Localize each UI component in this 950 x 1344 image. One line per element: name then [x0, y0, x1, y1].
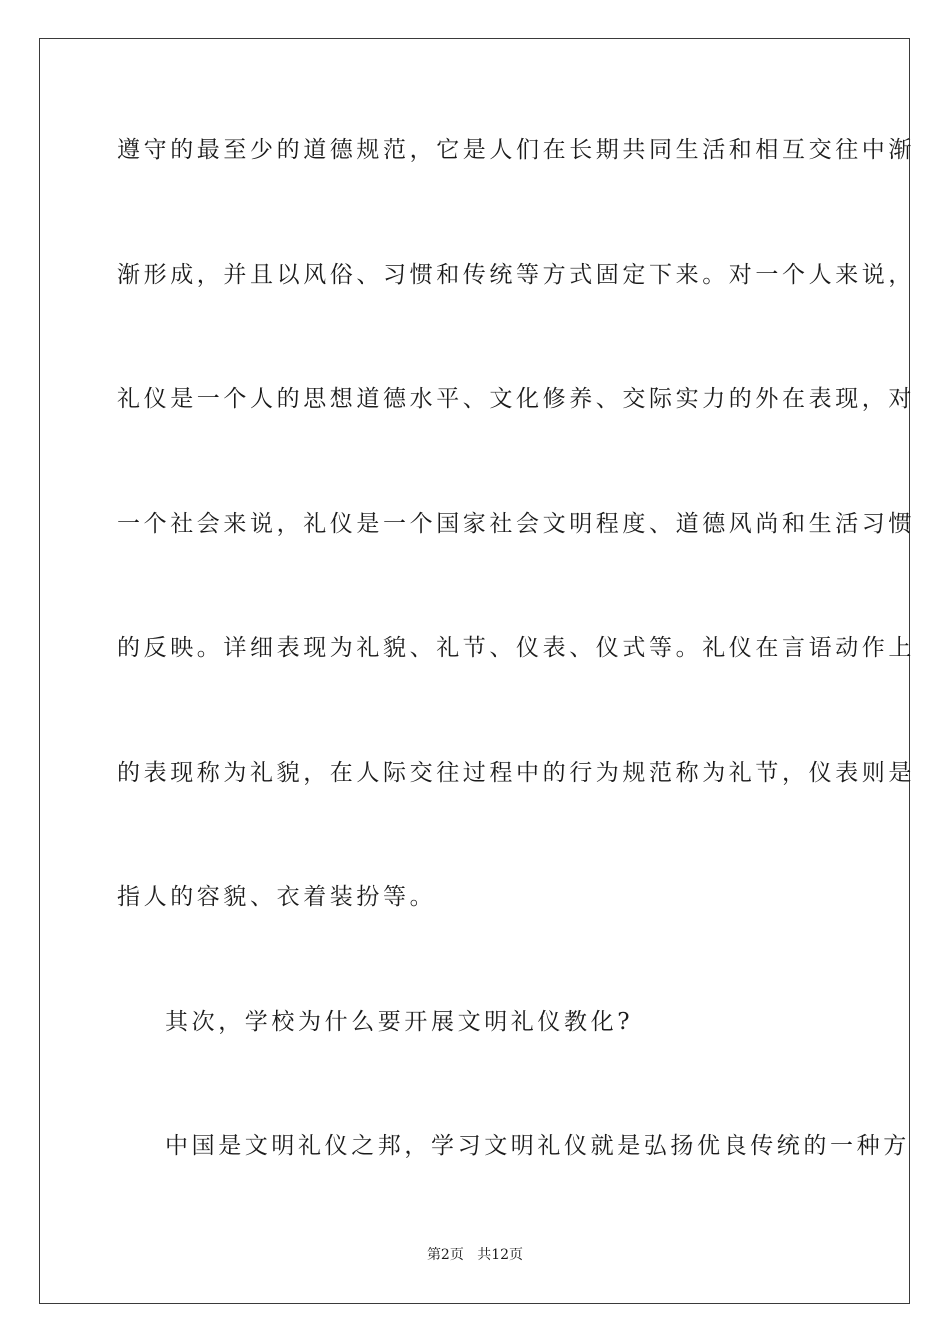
body-line-5: 的反映。详细表现为礼貌、礼节、仪表、仪式等。礼仪在言语动作上 — [117, 635, 915, 661]
paragraph-start-line: 中国是文明礼仪之邦，学习文明礼仪就是弘扬优良传统的一种方 — [165, 1133, 910, 1159]
body-line-2: 渐形成，并且以风俗、习惯和传统等方式固定下来。对一个人来说， — [117, 262, 915, 288]
page-total: 共12页 — [477, 1247, 524, 1263]
page-number: 第2页 — [426, 1247, 464, 1263]
question-heading: 其次，学校为什么要开展文明礼仪教化? — [165, 1009, 634, 1035]
page-footer — [0, 1246, 950, 1264]
body-line-4: 一个社会来说，礼仪是一个国家社会文明程度、道德风尚和生活习惯 — [117, 511, 915, 537]
body-line-6: 的表现称为礼貌，在人际交往过程中的行为规范称为礼节，仪表则是 — [117, 760, 915, 786]
body-line-3: 礼仪是一个人的思想道德水平、文化修养、交际实力的外在表现，对 — [117, 386, 915, 412]
page-border — [39, 38, 915, 1304]
body-line-1: 遵守的最至少的道德规范，它是人们在长期共同生活和相互交往中渐 — [117, 137, 915, 163]
body-line-7: 指人的容貌、衣着装扮等。 — [117, 884, 437, 910]
